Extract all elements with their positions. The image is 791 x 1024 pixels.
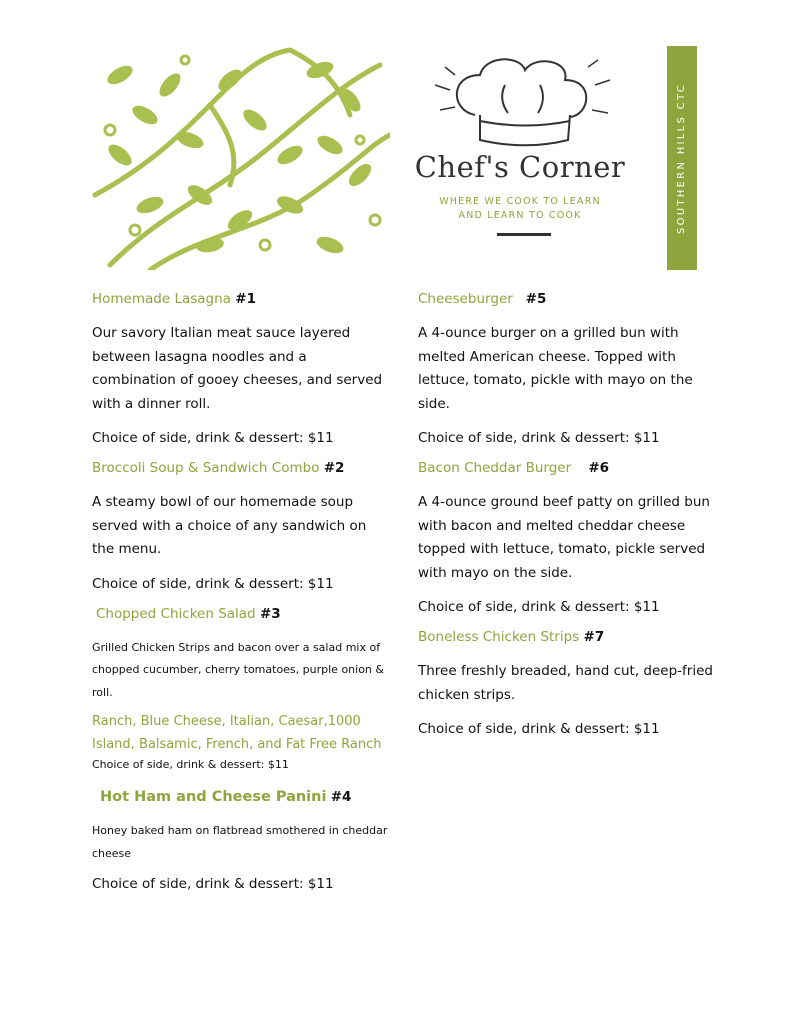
item-dressings: Ranch, Blue Cheese, Italian, Caesar,1000 Island, Balsamic, French, and Fat Free Ranch bbox=[92, 714, 382, 752]
chef-hat-icon bbox=[420, 55, 625, 150]
item-title bbox=[418, 628, 718, 646]
menu-column-left bbox=[92, 290, 392, 905]
item-title bbox=[92, 605, 392, 623]
menu-item-cheeseburger bbox=[418, 290, 718, 447]
item-price: Choice of side, drink & dessert: $11 bbox=[418, 430, 660, 446]
item-number: #6 bbox=[588, 460, 610, 476]
item-description: A steamy bowl of our homemade soup served with a choice of any sandwich on the menu. bbox=[92, 494, 367, 557]
item-description: Grilled Chicken Strips and bacon over a salad mix of chopped cucumber, cherry tomatoes, purple onion & roll. bbox=[92, 640, 384, 699]
item-description: A 4-ounce ground beef patty on grilled bun with bacon and melted cheddar cheese topped with lettuce, tomato, pickle served with mayo on the side. bbox=[418, 494, 710, 581]
item-number: #7 bbox=[583, 629, 605, 645]
item-name: Homemade Lasagna bbox=[92, 291, 231, 307]
menu-item-panini bbox=[92, 788, 392, 893]
item-name: Broccoli Soup & Sandwich Combo bbox=[92, 460, 320, 476]
brand-tagline: WHERE WE COOK TO LEARN AND LEARN TO COOK bbox=[439, 196, 601, 221]
item-number: #1 bbox=[235, 291, 256, 307]
menu-item-soup-combo bbox=[92, 459, 392, 593]
item-description: Our savory Italian meat sauce layered between lasagna noodles and a combination of gooey cheeses, and served with a dinner roll. bbox=[92, 325, 383, 412]
item-description: Honey baked ham on flatbread smothered in cheddar cheese bbox=[92, 824, 388, 860]
brand-title: Chef's Corner bbox=[414, 150, 626, 184]
item-number: #5 bbox=[525, 291, 547, 307]
menu-item-lasagna bbox=[92, 290, 392, 447]
item-price: Choice of side, drink & dessert: $11 bbox=[418, 599, 660, 615]
menu-item-chicken-strips bbox=[418, 628, 718, 738]
item-name: Cheeseburger bbox=[418, 291, 513, 307]
item-name: Chopped Chicken Salad bbox=[96, 605, 256, 622]
item-description: Three freshly breaded, hand cut, deep-fried chicken strips. bbox=[418, 663, 713, 703]
menu-item-bacon-burger bbox=[418, 459, 718, 616]
item-title bbox=[92, 788, 392, 806]
item-title bbox=[418, 290, 718, 308]
item-title bbox=[418, 459, 718, 477]
item-number: #2 bbox=[323, 460, 345, 476]
item-price: Choice of side, drink & dessert: $11 bbox=[92, 876, 334, 892]
item-name: Bacon Cheddar Burger bbox=[418, 460, 572, 476]
menu-column-right bbox=[418, 290, 718, 750]
item-title bbox=[92, 290, 392, 308]
item-price: Choice of side, drink & dessert: $11 bbox=[92, 575, 334, 592]
side-label bbox=[667, 46, 697, 270]
item-price: Choice of side, drink & dessert: $11 bbox=[92, 430, 334, 446]
item-number: #4 bbox=[330, 789, 352, 805]
menu-item-chicken-salad bbox=[92, 605, 392, 775]
item-price: Choice of side, drink & dessert: $11 bbox=[418, 721, 660, 737]
item-number: #3 bbox=[259, 605, 281, 622]
brand-divider bbox=[497, 233, 551, 236]
item-title bbox=[92, 459, 392, 477]
leaf-vine-illustration bbox=[90, 45, 390, 270]
item-name: Hot Ham and Cheese Panini bbox=[100, 789, 327, 805]
item-description: A 4-ounce burger on a grilled bun with melted American cheese. Topped with lettuce, tomato, pickle with mayo on the side. bbox=[418, 325, 693, 412]
item-price: Choice of side, drink & dessert: $11 bbox=[92, 758, 289, 771]
side-label-text: SOUTHERN HILLS CTC bbox=[676, 82, 688, 234]
item-name: Boneless Chicken Strips bbox=[418, 629, 580, 645]
